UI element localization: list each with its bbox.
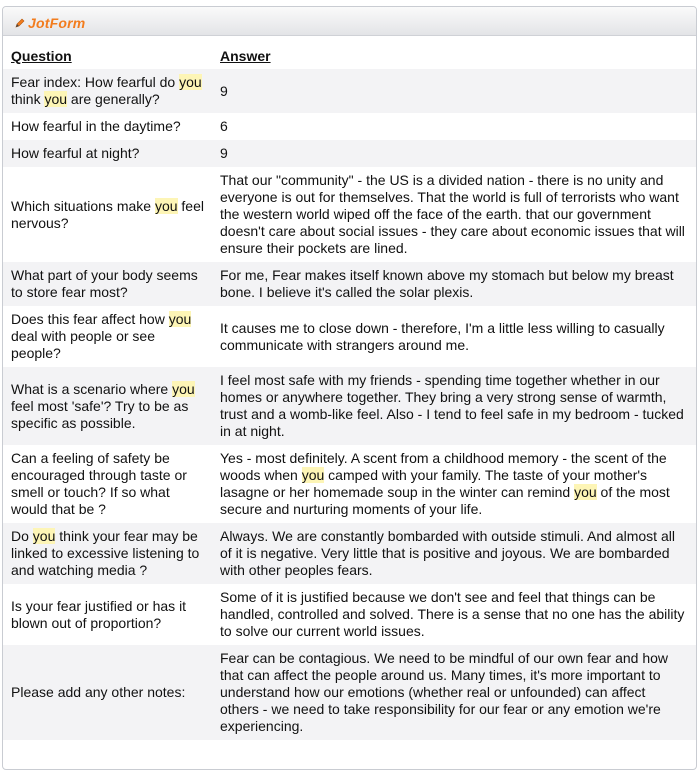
search-highlight: you xyxy=(172,380,195,397)
question-cell: Fear index: How fearful do you think you are generally? xyxy=(3,69,212,113)
question-cell: How fearful at night? xyxy=(3,140,212,167)
answer-cell: Fear can be contagious. We need to be mindful of our own fear and how that can affect the people around us. Many times, it's more important to understand how our emotions (whether real or unfounded) can affect others - we need to take responsibility for our fear or any emotion we're experiencing. xyxy=(212,645,696,740)
table-row xyxy=(3,262,696,306)
search-highlight: you xyxy=(179,74,202,90)
search-highlight: you xyxy=(44,91,68,107)
answer-cell: I feel most safe with my friends - spending time together whether in our homes or anywhere together. They bring a very strong sense of warmth, trust and a womb-like feel. Also - I tend to feel safe in my bedroom - tucked in at night. xyxy=(212,367,696,445)
table-row xyxy=(3,367,696,445)
question-cell: Does this fear affect how you deal with people or see people? xyxy=(11,311,192,361)
table-row xyxy=(3,140,696,167)
search-highlight: you xyxy=(154,197,178,214)
table-row xyxy=(3,167,696,262)
table-row xyxy=(3,113,696,140)
answer-cell: 9 xyxy=(212,69,696,113)
answer-cell: It causes me to close down - therefore, I'm a little less willing to casually communicate with strangers around me. xyxy=(220,319,665,353)
table-row xyxy=(3,645,696,740)
answer-cell: Always. We are constantly bombarded with outside stimuli. And almost all of it is negative. Very little that is positive and joyous. We are bombarded with other peoples fears. xyxy=(212,523,696,584)
table-body xyxy=(3,69,696,740)
answer-cell: 6 xyxy=(220,118,228,134)
table-row xyxy=(3,584,696,645)
question-cell: What is a scenario where you feel most 'safe'? Try to be as specific as possible. xyxy=(3,367,212,445)
column-header-question: Question xyxy=(11,48,72,64)
pencil-icon xyxy=(14,17,26,29)
header-bar xyxy=(3,7,696,36)
search-highlight: you xyxy=(32,528,56,544)
qa-table xyxy=(3,36,696,740)
form-submission-panel xyxy=(2,6,697,770)
table-header-row xyxy=(3,36,696,69)
table-row xyxy=(3,69,696,113)
search-highlight: you xyxy=(301,467,325,483)
answer-cell: For me, Fear makes itself known above my stomach but below my breast bone. I believe it's called the solar plexis. xyxy=(212,262,696,306)
answer-cell: Yes - most definitely. A scent from a childhood memory - the scent of the woods when you camped with your family. The taste of your mother's lasagne or her homemade soup in the winter can remind you of the most secure and nurturing moments of your life. xyxy=(220,450,670,517)
table-row xyxy=(3,523,696,584)
question-cell: Please add any other notes: xyxy=(3,645,212,740)
question-cell: Which situations make you feel nervous? xyxy=(11,197,204,231)
column-header-answer: Answer xyxy=(220,48,271,64)
logo-text: JotForm xyxy=(28,15,86,31)
question-cell: What part of your body seems to store fear most? xyxy=(3,262,212,306)
table-row xyxy=(3,445,696,523)
answer-cell: 9 xyxy=(212,140,696,167)
question-cell: Is your fear justified or has it blown out of proportion? xyxy=(11,597,187,631)
jotform-logo xyxy=(14,15,85,31)
question-cell: Do you think your fear may be linked to excessive listening to and watching media ? xyxy=(3,523,212,584)
table-row xyxy=(3,306,696,367)
answer-cell: Some of it is justified because we don't see and feel that things can be handled, controlled and solved. There is a sense that no one has the ability to solve our current world issues. xyxy=(220,589,685,639)
answer-cell: That our "community" - the US is a divided nation - there is no unity and everyone is out for themselves. That the world is full of terrorists who want the western world wiped off the face of the earth. that our government doesn't care about social issues - they care about economic issues that will ensure their pockets are lined. xyxy=(220,172,685,256)
question-cell: How fearful in the daytime? xyxy=(11,118,181,134)
search-highlight: you xyxy=(168,311,192,327)
question-cell: Can a feeling of safety be encouraged through taste or smell or touch? If so what would that be ? xyxy=(11,450,187,517)
search-highlight: you xyxy=(574,484,597,500)
